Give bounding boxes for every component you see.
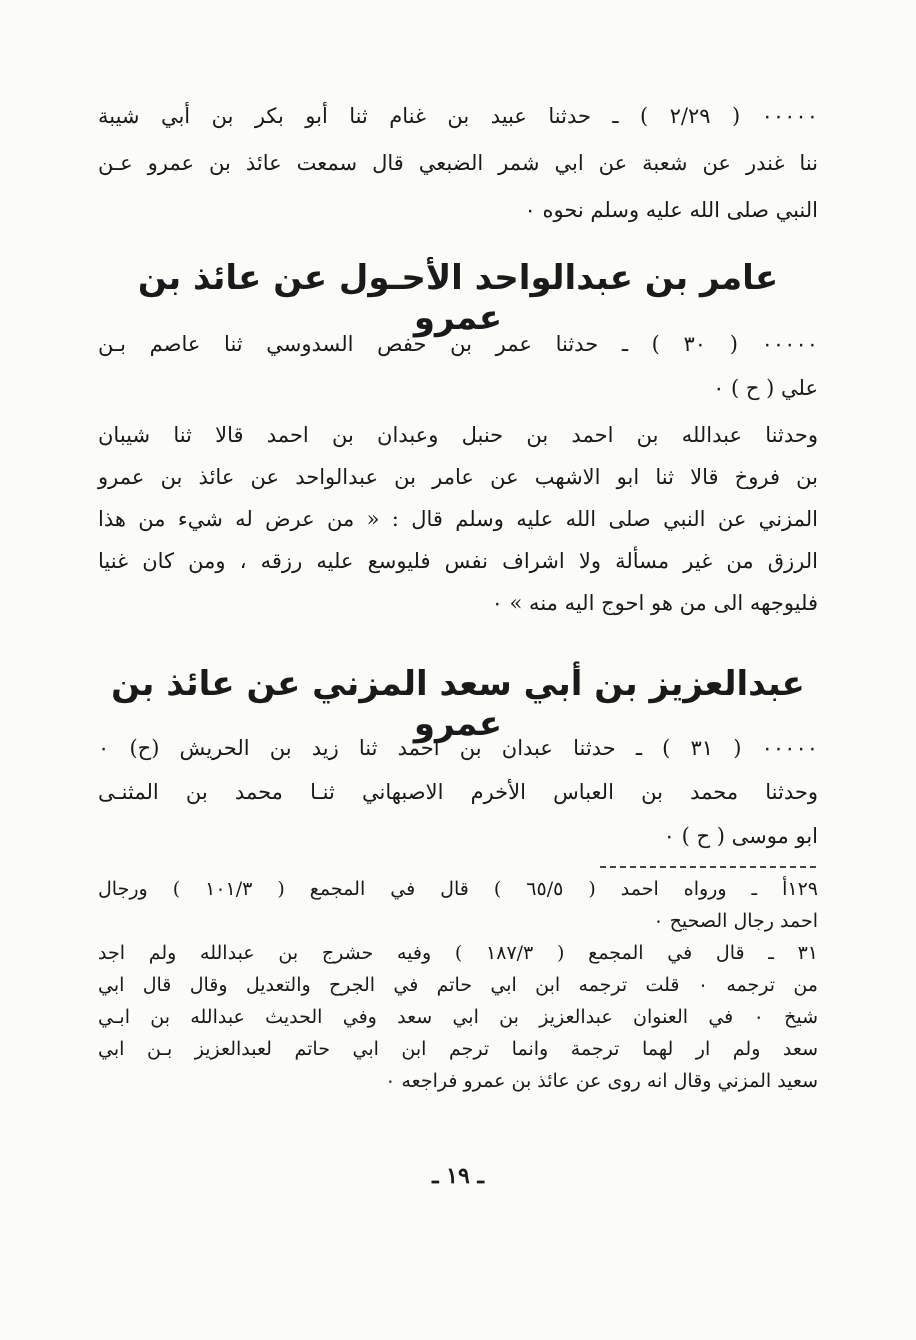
text-line: ٠٠٠٠٠ ( ٣٠ ) ـ حدثنا عمر بن حفص السدوسي ثنا عاصم بـن [98,332,819,356]
text-line: بن فروخ قالا ثنا ابو الاشهب عن عامر بن عبدالواحد عن عائذ بن عمرو [98,465,818,489]
page-number: ـ ١٩ ـ [432,1163,484,1189]
hadith-paragraph-2 [98,332,818,420]
hadith-paragraph-1 [98,104,818,245]
text-line: ابو موسى ( ح ) ٠ [663,824,818,848]
footnotes [98,878,818,1102]
footnote-line: ١٢٩أ ـ ورواه احمد ( ٦٥/٥ ) قال في المجمع ( ١٠١/٣ ) ورجال [98,878,818,900]
footnote-line: سعيد المزني وقال انه روى عن عائذ بن عمرو فراجعه ٠ [385,1070,818,1092]
text-line: ٠٠٠٠٠ ( ٣١ ) ـ حدثنا عبدان بن احمد ثنا زيد بن الحريش (ح) ٠ [98,736,819,760]
section-heading-2: عبدالعزيز بن أبي سعد المزني عن عائذ بن عمرو [111,664,805,744]
text-line: وحدثنا عبدالله بن احمد بن حنبل وعبدان بن احمد قالا ثنا شيبان [98,423,818,447]
text-line: النبي صلى الله عليه وسلم نحوه ٠ [524,198,818,222]
text-line: وحدثنا محمد بن العباس الأخرم الاصبهاني ثنـا محمد بن المثنـى [98,780,818,804]
footnote-line: سعد ولم ار لهما ترجمة وانما ترجم ابن ابي حاتم لعبدالعزيز بـن ابي [98,1038,818,1060]
footnote-line: ٣١ ـ قال في المجمع ( ١٨٧/٣ ) وفيه حشرج بن عبدالله ولم اجد [98,942,818,964]
text-line: علي ( ح ) ٠ [713,376,818,400]
section-heading-1: عامر بن عبدالواحد الأحـول عن عائذ بن عمرو [137,258,779,338]
text-line: ننا غندر عن شعبة عن ابي شمر الضبعي قال سمعت عائذ بن عمرو عـن [98,151,818,175]
footnote-separator [600,866,816,868]
footnote-line: احمد رجال الصحيح ٠ [653,910,818,932]
text-line: ٠٠٠٠٠ ( ٢/٢٩ ) ـ حدثنا عبيد بن غنام ثنا أبو بكر بن أبي شيبة [98,104,818,128]
text-line: الرزق من غير مسألة ولا اشراف نفس فليوسع عليه رزقه ، ومن كان غنيا [98,549,818,573]
footnote-line: من ترجمه ٠ قلت ترجمه ابن ابي حاتم في الجرح والتعديل وقال قال ابي [98,974,818,996]
text-line: المزني عن النبي صلى الله عليه وسلم قال : « من عرض له شيء من هذا [98,507,818,531]
hadith-paragraph-4 [98,736,818,868]
hadith-paragraph-3 [98,423,818,633]
text-line: فليوجهه الى من هو احوج اليه منه » ٠ [491,591,818,615]
footnote-line: شيخ ٠ في العنوان عبدالعزيز بن ابي سعد وفي الحديث عبدالله بن ابـي [98,1006,818,1028]
